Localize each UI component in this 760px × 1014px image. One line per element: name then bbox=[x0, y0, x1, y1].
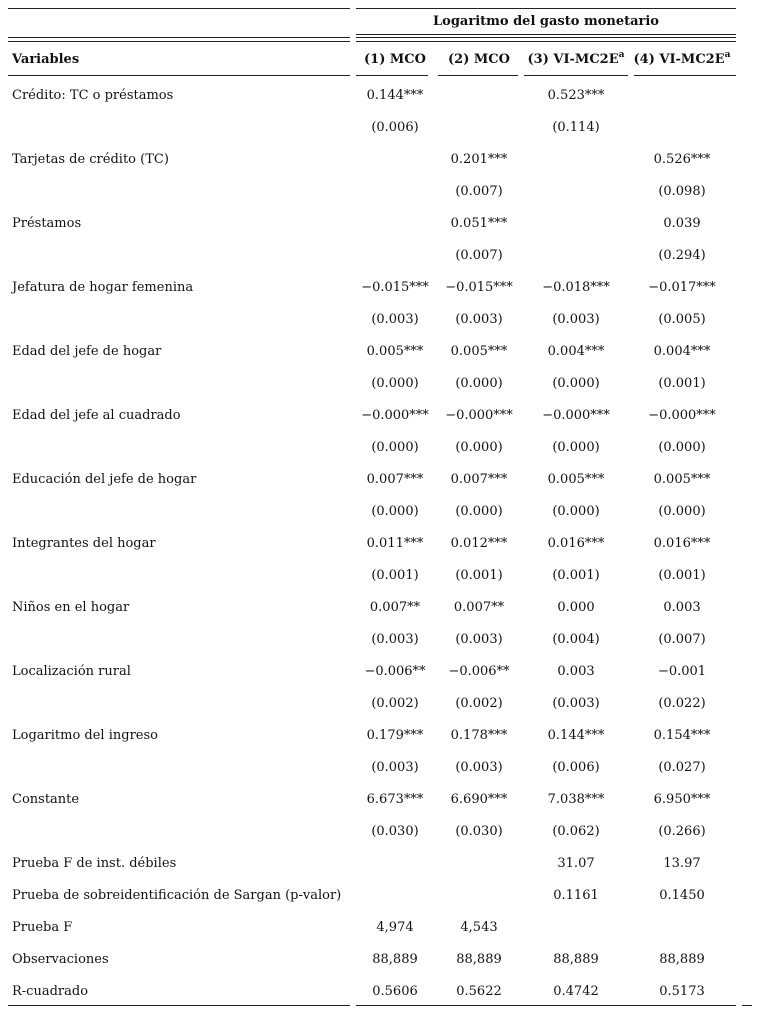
cell-col-4: (0.001) bbox=[658, 568, 706, 583]
cell-col-4: (0.007) bbox=[658, 632, 706, 647]
group-rule-4 bbox=[356, 41, 736, 42]
row-label: Prueba de sobreidentificación de Sargan (p-valor) bbox=[12, 888, 342, 903]
cell-col-2: 0.178*** bbox=[450, 728, 508, 743]
cell-col-1: 88,889 bbox=[372, 952, 418, 967]
cell-col-4: 0.154*** bbox=[653, 728, 711, 743]
cell-col-3: (0.062) bbox=[552, 824, 600, 839]
cell-col-4: (0.027) bbox=[658, 760, 706, 775]
cell-col-4: 0.526*** bbox=[653, 152, 711, 167]
row-label: R-cuadrado bbox=[12, 984, 89, 999]
group-rule-2 bbox=[8, 37, 350, 38]
cell-col-3: 0.523*** bbox=[547, 88, 605, 103]
cell-col-2: 0.012*** bbox=[450, 536, 508, 551]
row-label: Edad del jefe al cuadrado bbox=[12, 408, 181, 423]
cell-col-3: 0.005*** bbox=[547, 472, 605, 487]
cell-col-4: 0.005*** bbox=[653, 472, 711, 487]
cell-col-4: (0.098) bbox=[658, 184, 706, 199]
cell-col-2: 0.007*** bbox=[450, 472, 508, 487]
cell-col-1: 4,974 bbox=[376, 920, 414, 935]
cell-col-3: 7.038*** bbox=[547, 792, 605, 807]
cell-col-2: 0.005*** bbox=[450, 344, 508, 359]
cell-col-4: −0.000*** bbox=[648, 408, 716, 423]
cell-col-4: (0.000) bbox=[658, 504, 706, 519]
cell-col-3: (0.001) bbox=[552, 568, 600, 583]
column-header-4: (4) $VI-MC2E^a$ bbox=[633, 50, 731, 67]
cell-col-3: (0.000) bbox=[552, 504, 600, 519]
row-label: Jefatura de hogar femenina bbox=[12, 280, 194, 295]
cell-col-3: (0.000) bbox=[552, 376, 600, 391]
cell-col-2: (0.000) bbox=[455, 440, 503, 455]
cell-col-3: (0.003) bbox=[552, 312, 600, 327]
row-label: Préstamos bbox=[12, 216, 82, 231]
column-header-3: (3) $VI-MC2E^a$ bbox=[527, 50, 625, 67]
cell-col-3: 0.016*** bbox=[547, 536, 605, 551]
column-header-2: (2) MCO bbox=[448, 52, 510, 67]
cell-col-4: 6.950*** bbox=[653, 792, 711, 807]
cell-col-3: 0.1161 bbox=[553, 888, 599, 903]
bottom-rule-left bbox=[8, 1005, 350, 1006]
cell-col-1: 0.007*** bbox=[366, 472, 424, 487]
cell-col-3: 0.004*** bbox=[547, 344, 605, 359]
cell-col-2: (0.007) bbox=[455, 248, 503, 263]
cell-col-4: 13.97 bbox=[663, 856, 701, 871]
header-rule-4 bbox=[524, 75, 628, 76]
cell-col-2: −0.006** bbox=[448, 664, 510, 679]
cell-col-4: 0.003 bbox=[663, 600, 701, 615]
row-label: Observaciones bbox=[12, 952, 109, 967]
cell-col-4: −0.001 bbox=[657, 664, 707, 679]
cell-col-1: (0.003) bbox=[371, 760, 419, 775]
cell-col-1: −0.000*** bbox=[361, 408, 429, 423]
cell-col-1: (0.000) bbox=[371, 504, 419, 519]
cell-col-1: 0.179*** bbox=[366, 728, 424, 743]
cell-col-3: 0.144*** bbox=[547, 728, 605, 743]
cell-col-1: (0.000) bbox=[371, 440, 419, 455]
top-rule-left bbox=[8, 8, 350, 9]
cell-col-4: (0.005) bbox=[658, 312, 706, 327]
row-label: Prueba F bbox=[12, 920, 73, 935]
cell-col-1: (0.000) bbox=[371, 376, 419, 391]
cell-col-4: 0.004*** bbox=[653, 344, 711, 359]
cell-col-1: (0.006) bbox=[371, 120, 419, 135]
cell-col-2: (0.003) bbox=[455, 632, 503, 647]
row-label: Niños en el hogar bbox=[12, 600, 130, 615]
cell-col-2: (0.001) bbox=[455, 568, 503, 583]
cell-col-2: 6.690*** bbox=[450, 792, 508, 807]
cell-col-3: −0.018*** bbox=[542, 280, 610, 295]
cell-col-2: −0.000*** bbox=[445, 408, 513, 423]
top-rule-right bbox=[356, 8, 736, 9]
row-label: Localización rural bbox=[12, 664, 131, 679]
cell-col-1: (0.030) bbox=[371, 824, 419, 839]
cell-col-2: (0.000) bbox=[455, 376, 503, 391]
cell-col-1: 6.673*** bbox=[366, 792, 424, 807]
header-rule-5 bbox=[634, 75, 736, 76]
cell-col-1: 0.005*** bbox=[366, 344, 424, 359]
cell-col-1: −0.015*** bbox=[361, 280, 429, 295]
cell-col-2: (0.000) bbox=[455, 504, 503, 519]
cell-col-3: (0.006) bbox=[552, 760, 600, 775]
cell-col-3: 0.003 bbox=[557, 664, 595, 679]
cell-col-4: 0.1450 bbox=[659, 888, 705, 903]
bottom-rule-stub bbox=[742, 1005, 752, 1006]
cell-col-4: 0.039 bbox=[663, 216, 701, 231]
cell-col-1: 0.007** bbox=[369, 600, 421, 615]
cell-col-2: 0.201*** bbox=[450, 152, 508, 167]
cell-col-3: 88,889 bbox=[553, 952, 599, 967]
cell-col-2: 88,889 bbox=[456, 952, 502, 967]
row-label: Prueba F de inst. débiles bbox=[12, 856, 177, 871]
cell-col-3: (0.004) bbox=[552, 632, 600, 647]
row-label: Logaritmo del ingreso bbox=[12, 728, 158, 743]
cell-col-2: (0.003) bbox=[455, 312, 503, 327]
cell-col-4: 88,889 bbox=[659, 952, 705, 967]
cell-col-3: 0.000 bbox=[557, 600, 595, 615]
row-label: Constante bbox=[12, 792, 80, 807]
cell-col-2: (0.003) bbox=[455, 760, 503, 775]
bottom-rule-right bbox=[356, 1005, 736, 1006]
group-rule-5 bbox=[356, 37, 736, 38]
cell-col-2: 0.051*** bbox=[450, 216, 508, 231]
variables-header: Variables bbox=[12, 52, 80, 67]
cell-col-4: (0.294) bbox=[658, 248, 706, 263]
cell-col-4: 0.016*** bbox=[653, 536, 711, 551]
cell-col-1: (0.003) bbox=[371, 312, 419, 327]
row-label: Educación del jefe de hogar bbox=[12, 472, 197, 487]
cell-col-1: 0.5606 bbox=[372, 984, 418, 999]
row-label: Crédito: TC o préstamos bbox=[12, 88, 174, 103]
cell-col-1: (0.001) bbox=[371, 568, 419, 583]
cell-col-3: −0.000*** bbox=[542, 408, 610, 423]
cell-col-2: 4,543 bbox=[460, 920, 498, 935]
cell-col-2: 0.5622 bbox=[456, 984, 502, 999]
row-label: Tarjetas de crédito (TC) bbox=[12, 152, 169, 167]
cell-col-1: −0.006** bbox=[364, 664, 426, 679]
cell-col-2: (0.030) bbox=[455, 824, 503, 839]
cell-col-1: 0.144*** bbox=[366, 88, 424, 103]
column-header-1: (1) MCO bbox=[364, 52, 426, 67]
group-rule-3 bbox=[8, 41, 350, 42]
cell-col-4: (0.266) bbox=[658, 824, 706, 839]
header-rule-3 bbox=[438, 75, 518, 76]
cell-col-3: (0.000) bbox=[552, 440, 600, 455]
cell-col-4: 0.5173 bbox=[659, 984, 705, 999]
cell-col-2: (0.007) bbox=[455, 184, 503, 199]
cell-col-3: 0.4742 bbox=[553, 984, 599, 999]
cell-col-3: 31.07 bbox=[557, 856, 595, 871]
cell-col-3: (0.114) bbox=[552, 120, 600, 135]
cell-col-4: (0.001) bbox=[658, 376, 706, 391]
cell-col-2: −0.015*** bbox=[445, 280, 513, 295]
row-label: Integrantes del hogar bbox=[12, 536, 156, 551]
cell-col-2: (0.002) bbox=[455, 696, 503, 711]
cell-col-4: (0.000) bbox=[658, 440, 706, 455]
row-label: Edad del jefe de hogar bbox=[12, 344, 162, 359]
cell-col-2: 0.007** bbox=[453, 600, 505, 615]
cell-col-1: 0.011*** bbox=[366, 536, 424, 551]
cell-col-1: (0.002) bbox=[371, 696, 419, 711]
header-rule-1 bbox=[8, 75, 350, 76]
group-title: Logaritmo del gasto monetario bbox=[433, 14, 659, 29]
cell-col-1: (0.003) bbox=[371, 632, 419, 647]
cell-col-4: (0.022) bbox=[658, 696, 706, 711]
cell-col-3: (0.003) bbox=[552, 696, 600, 711]
cell-col-4: −0.017*** bbox=[648, 280, 716, 295]
group-rule-1 bbox=[356, 34, 736, 35]
header-rule-2 bbox=[356, 75, 428, 76]
